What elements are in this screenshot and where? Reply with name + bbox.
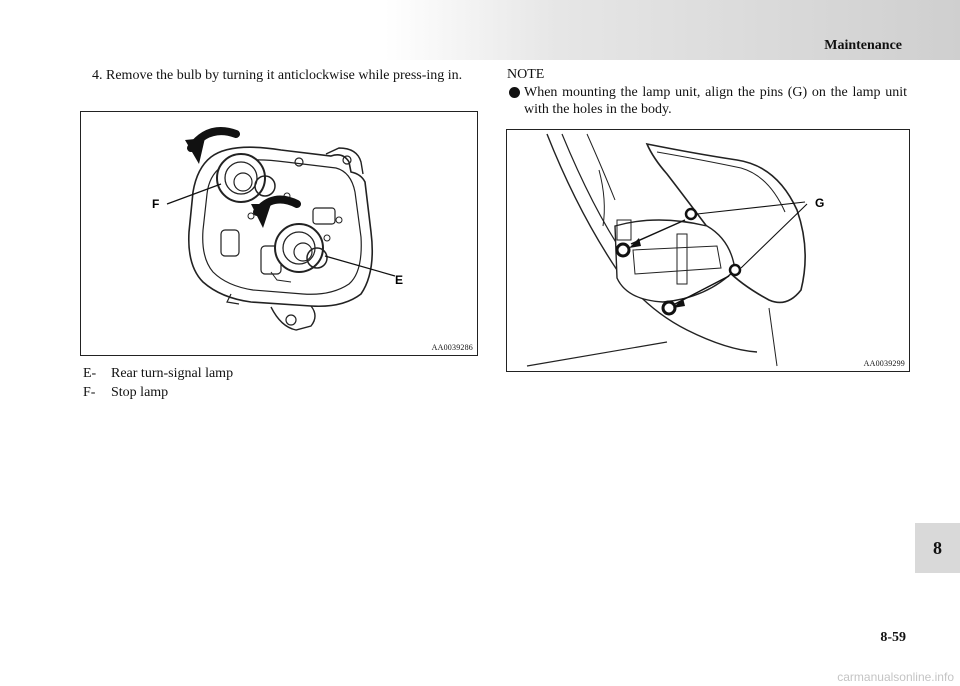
figure-code-left: AA0039286 (431, 343, 473, 352)
callout-f-label: F (152, 197, 160, 211)
chapter-tab (915, 523, 960, 573)
figure-legend (83, 364, 233, 402)
note-text: When mounting the lamp unit, align the pins (G) on the lamp unit with the holes in the body. (524, 85, 907, 117)
callout-e-label: E (395, 273, 404, 287)
callout-g-label: G (815, 196, 825, 210)
legend-label: Stop lamp (111, 385, 169, 400)
step-4-text: 4. Remove the bulb by turning it anticlockwise while press-ing in. (92, 68, 463, 83)
legend-item-f (83, 383, 233, 402)
note-body (506, 84, 907, 118)
legend-label: Rear turn-signal lamp (111, 366, 234, 381)
chapter-tab-label: 8 (933, 537, 942, 558)
figure-code-right: AA0039299 (863, 359, 905, 368)
figure-lamp-bulbs (80, 111, 478, 356)
lamp-bulb-illustration (81, 112, 477, 355)
watermark-text: carmanualsonline.info (837, 670, 954, 684)
legend-key: E- (83, 366, 97, 381)
note-title: NOTE (507, 67, 545, 82)
legend-key: F- (83, 385, 96, 400)
page-number: 8-59 (880, 630, 906, 645)
legend-item-e (83, 364, 233, 383)
page-header-title: Maintenance (824, 38, 902, 53)
note-item (506, 84, 907, 118)
bullet-icon (509, 87, 520, 98)
lamp-pins-illustration (507, 130, 909, 371)
figure-lamp-pins (506, 129, 910, 372)
